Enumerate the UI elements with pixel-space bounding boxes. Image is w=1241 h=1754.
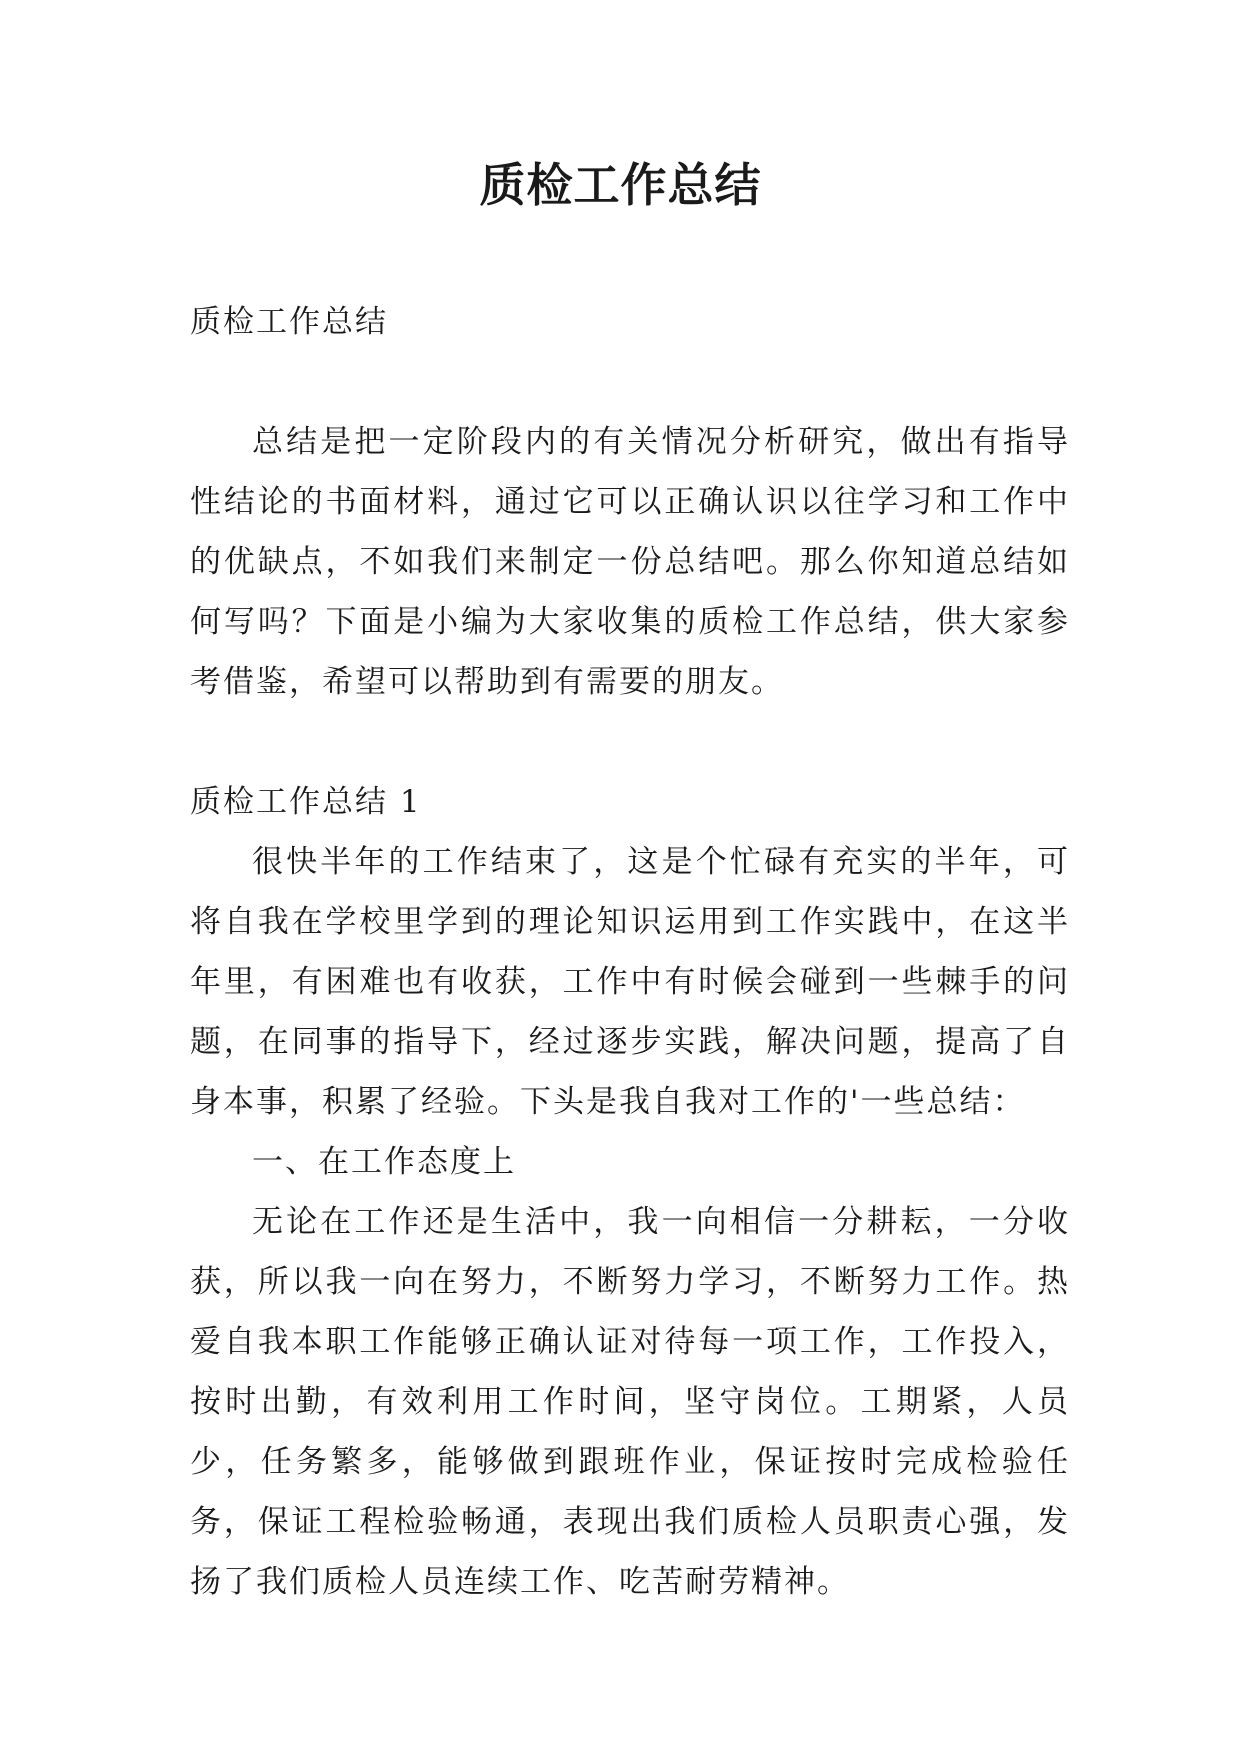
document-subtitle: 质检工作总结 [190, 304, 388, 340]
section-heading: 质检工作总结 1 [190, 784, 422, 820]
document-body [190, 292, 1070, 1612]
section-paragraph: 无论在工作还是生活中，我一向相信一分耕耘，一分收获，所以我一向在努力，不断努力学习，不断努力工作。热爱自我本职工作能够正确认证对待每一项工作，工作投入，按时出勤，有效利用工作时间，坚守岗位。工期紧，人员少，任务繁多，能够做到跟班作业，保证按时完成检验任务，保证工程检验畅通，表现出我们质检人员职责心强，发扬了我们质检人员连续工作、吃苦耐劳精神。 [190, 1204, 1070, 1600]
intro-paragraph: 总结是把一定阶段内的有关情况分析研究，做出有指导性结论的书面材料，通过它可以正确认识以往学习和工作中的优缺点，不如我们来制定一份总结吧。那么你知道总结如何写吗？下面是小编为大家收集的质检工作总结，供大家参考借鉴，希望可以帮助到有需要的朋友。 [190, 424, 1070, 700]
section-subheading: 一、在工作态度上 [252, 1144, 516, 1180]
section-paragraph: 很快半年的工作结束了，这是个忙碌有充实的半年，可将自我在学校里学到的理论知识运用到工作实践中，在这半年里，有困难也有收获，工作中有时候会碰到一些棘手的问题，在同事的指导下，经过逐步实践，解决问题，提高了自身本事，积累了经验。下头是我自我对工作的'一些总结： [190, 844, 1070, 1120]
document-title: 质检工作总结 [479, 158, 762, 212]
